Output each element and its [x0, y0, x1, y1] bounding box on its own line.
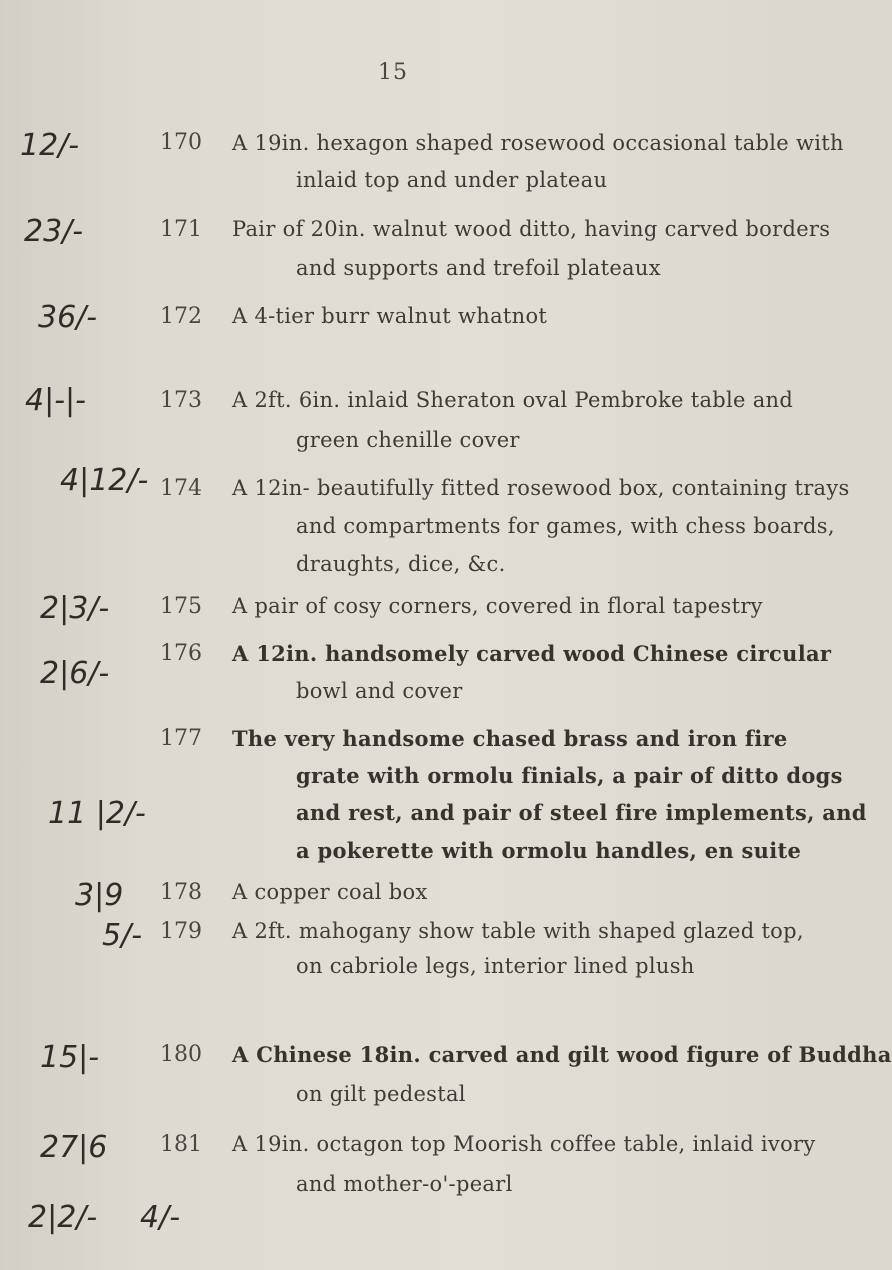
lot-description-line: A 19in. hexagon shaped rosewood occasional table with — [232, 131, 844, 155]
margin-note: 2|2/- — [28, 1200, 98, 1235]
lot-description-line: draughts, dice, &c. — [296, 552, 506, 576]
lot-description-line: A 12in- beautifully fitted rosewood box, containing trays — [232, 476, 850, 500]
price-annotation: 11 |2/- — [48, 796, 146, 831]
lot-description-line: grate with ormolu finials, a pair of ditto dogs — [296, 763, 843, 788]
price-annotation: 3|9 — [75, 878, 124, 913]
lot-description-line: A copper coal box — [232, 880, 428, 904]
lot-number: 177 — [160, 726, 202, 751]
lot-description-line: on gilt pedestal — [296, 1082, 466, 1106]
price-annotation: 23/- — [24, 214, 84, 249]
lot-number: 173 — [160, 388, 202, 413]
lot-description-line: green chenille cover — [296, 428, 520, 452]
lot-description-line: A Chinese 18in. carved and gilt wood figure of Buddha — [232, 1042, 892, 1067]
lot-number: 181 — [160, 1132, 202, 1157]
lot-description-line: a pokerette with ormolu handles, en suite — [296, 838, 802, 863]
lot-description-line: A 19in. octagon top Moorish coffee table, inlaid ivory — [232, 1132, 816, 1156]
lot-description-line: and rest, and pair of steel fire implements, and — [296, 800, 867, 825]
lot-description-line: A 12in. handsomely carved wood Chinese circular — [232, 641, 832, 666]
lot-number: 178 — [160, 880, 202, 905]
lot-description-line: on cabriole legs, interior lined plush — [296, 954, 695, 978]
lot-description-line: A 2ft. mahogany show table with shaped glazed top, — [232, 919, 804, 943]
price-annotation: 5/- — [102, 918, 143, 953]
margin-note: 4/- — [140, 1200, 181, 1235]
lot-description-line: and supports and trefoil plateaux — [296, 256, 661, 280]
lot-number: 174 — [160, 476, 202, 501]
lot-number: 175 — [160, 594, 202, 619]
price-annotation: 15|- — [40, 1040, 100, 1075]
lot-number: 179 — [160, 919, 202, 944]
price-annotation: 4|12/- — [60, 463, 149, 498]
price-annotation: 2|6/- — [40, 656, 110, 691]
lot-description-line: bowl and cover — [296, 679, 463, 703]
lot-description-line: and mother-o'-pearl — [296, 1172, 513, 1196]
lot-description-line: and compartments for games, with chess boards, — [296, 514, 835, 538]
lot-number: 172 — [160, 304, 202, 329]
lot-number: 176 — [160, 641, 202, 666]
price-annotation: 2|3/- — [40, 591, 110, 626]
price-annotation: 27|6 — [40, 1130, 108, 1165]
lot-number: 170 — [160, 130, 202, 155]
lot-description-line: A 2ft. 6in. inlaid Sheraton oval Pembroke table and — [232, 388, 794, 412]
lot-number: 180 — [160, 1042, 202, 1067]
lot-description-line: A 4-tier burr walnut whatnot — [232, 304, 548, 328]
lot-number: 171 — [160, 217, 202, 242]
lot-description-line: A pair of cosy corners, covered in floral tapestry — [232, 594, 763, 618]
price-annotation: 4|-|- — [25, 383, 86, 418]
lot-description-line: Pair of 20in. walnut wood ditto, having carved borders — [232, 217, 831, 241]
price-annotation: 12/- — [20, 128, 80, 163]
page-number: 15 — [378, 60, 408, 85]
lot-description-line: The very handsome chased brass and iron fire — [232, 726, 788, 751]
price-annotation: 36/- — [38, 300, 98, 335]
lot-description-line: inlaid top and under plateau — [296, 168, 608, 192]
